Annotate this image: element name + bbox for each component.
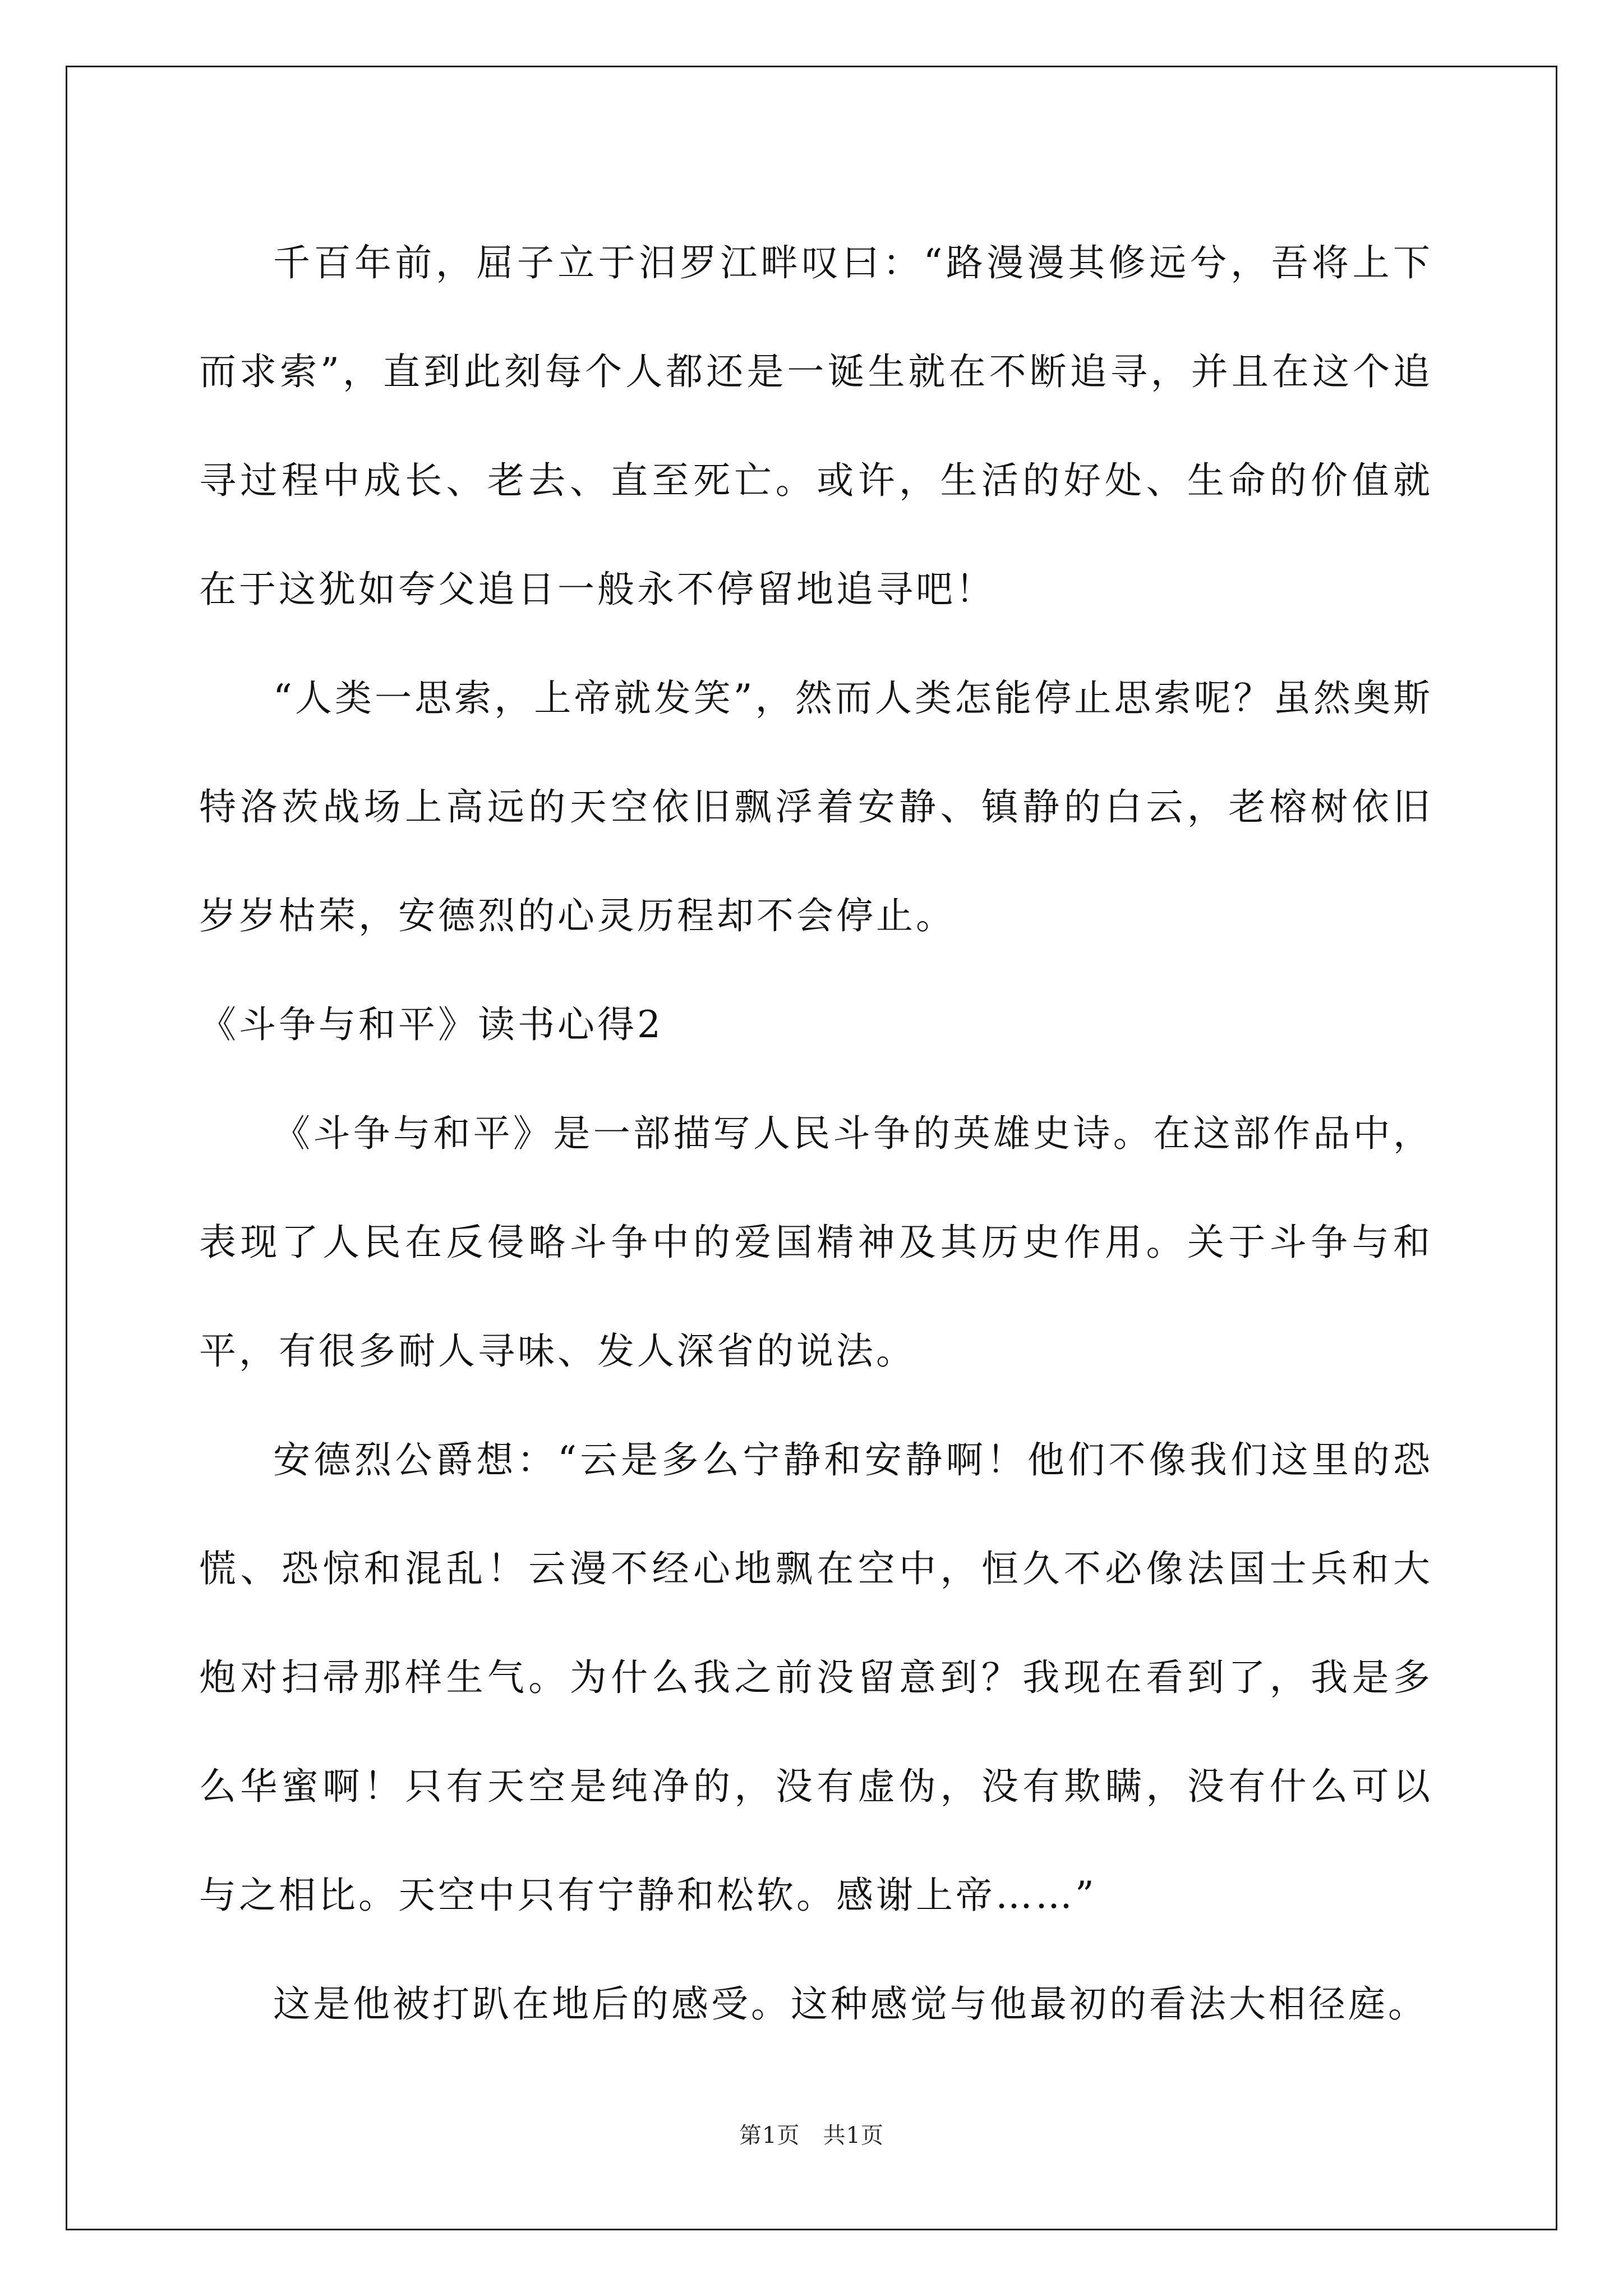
paragraph: “人类一思索，上帝就发笑”，然而人类怎能停止思索呢？虽然奥斯特洛茨战场上高远的天空依旧飘浮着安静、镇静的白云，老榕树依旧岁岁枯荣，安德烈的心灵历程却不会停止。 — [199, 677, 1433, 937]
paragraph: 安德烈公爵想：“云是多么宁静和安静啊！他们不像我们这里的恐慌、恐惊和混乱！云漫不经心地飘在空中，恒久不必像法国士兵和大炮对扫帚那样生气。为什么我之前没留意到？我现在看到了，我是多么华蜜啊！只有天空是纯净的，没有虚伪，没有欺瞒，没有什么可以与之相比。天空中只有宁静和松软。感谢上帝……” — [199, 1438, 1433, 1917]
paragraph: 《斗争与和平》是一部描写人民斗争的英雄史诗。在这部作品中，表现了人民在反侵略斗争中的爱国精神及其历史作用。关于斗争与和平，有很多耐人寻味、发人深省的说法。 — [199, 1112, 1433, 1373]
page-footer — [0, 2118, 1623, 2150]
document-body — [199, 209, 1433, 2059]
page-total: 共1页 — [823, 2123, 884, 2148]
page-number: 第1页 — [739, 2123, 800, 2148]
paragraph: 这是他被打趴在地后的感受。这种感觉与他最初的看法大相径庭。 — [273, 1982, 1428, 2026]
section-heading: 《斗争与和平》读书心得2 — [199, 1003, 663, 1046]
paragraph: 千百年前，屈子立于汨罗江畔叹曰：“路漫漫其修远兮，吾将上下而求索”，直到此刻每个人都还是一诞生就在不断追寻，并且在这个追寻过程中成长、老去、直至死亡。或许，生活的好处、生命的价值就在于这犹如夸父追日一般永不停留地追寻吧！ — [199, 241, 1433, 611]
